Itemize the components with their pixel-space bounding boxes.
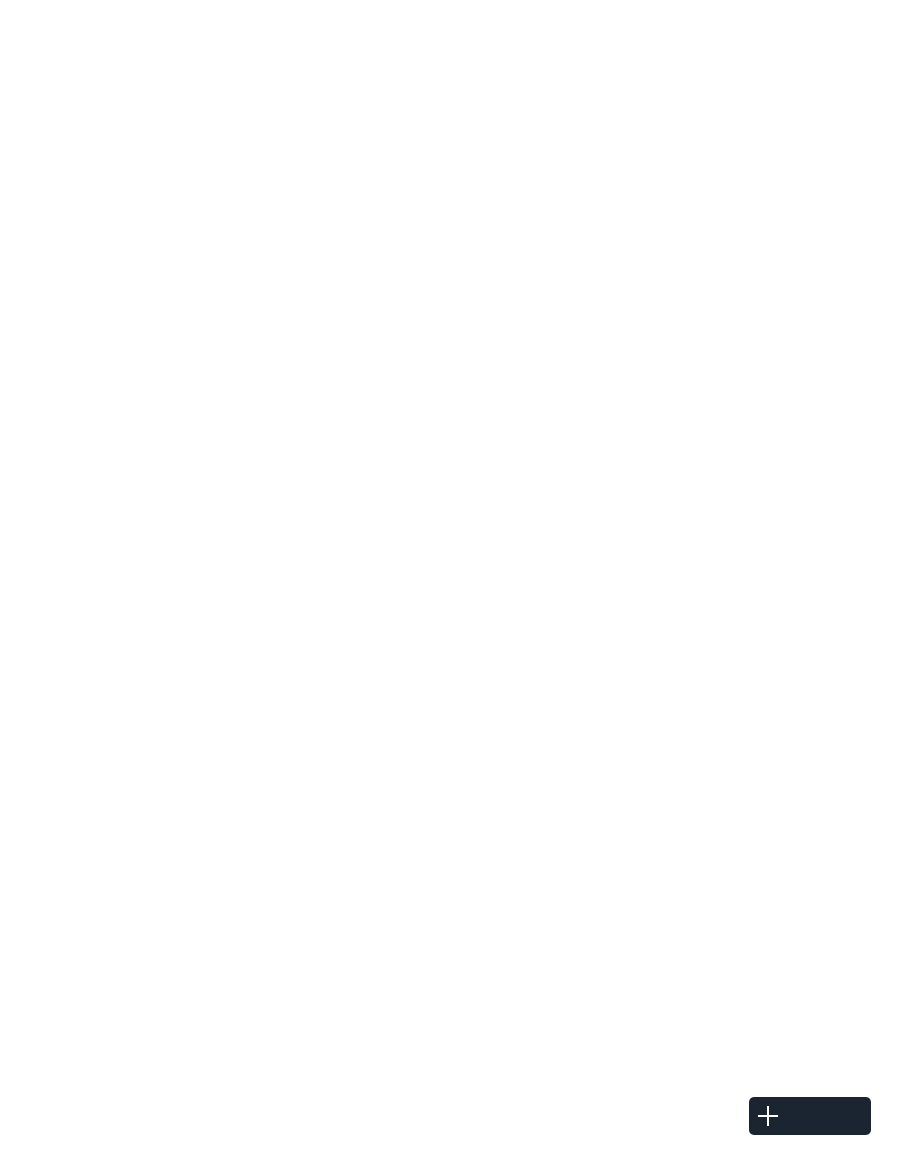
studyxy-logo[interactable] [749, 1097, 871, 1135]
plus-icon [757, 1105, 779, 1127]
